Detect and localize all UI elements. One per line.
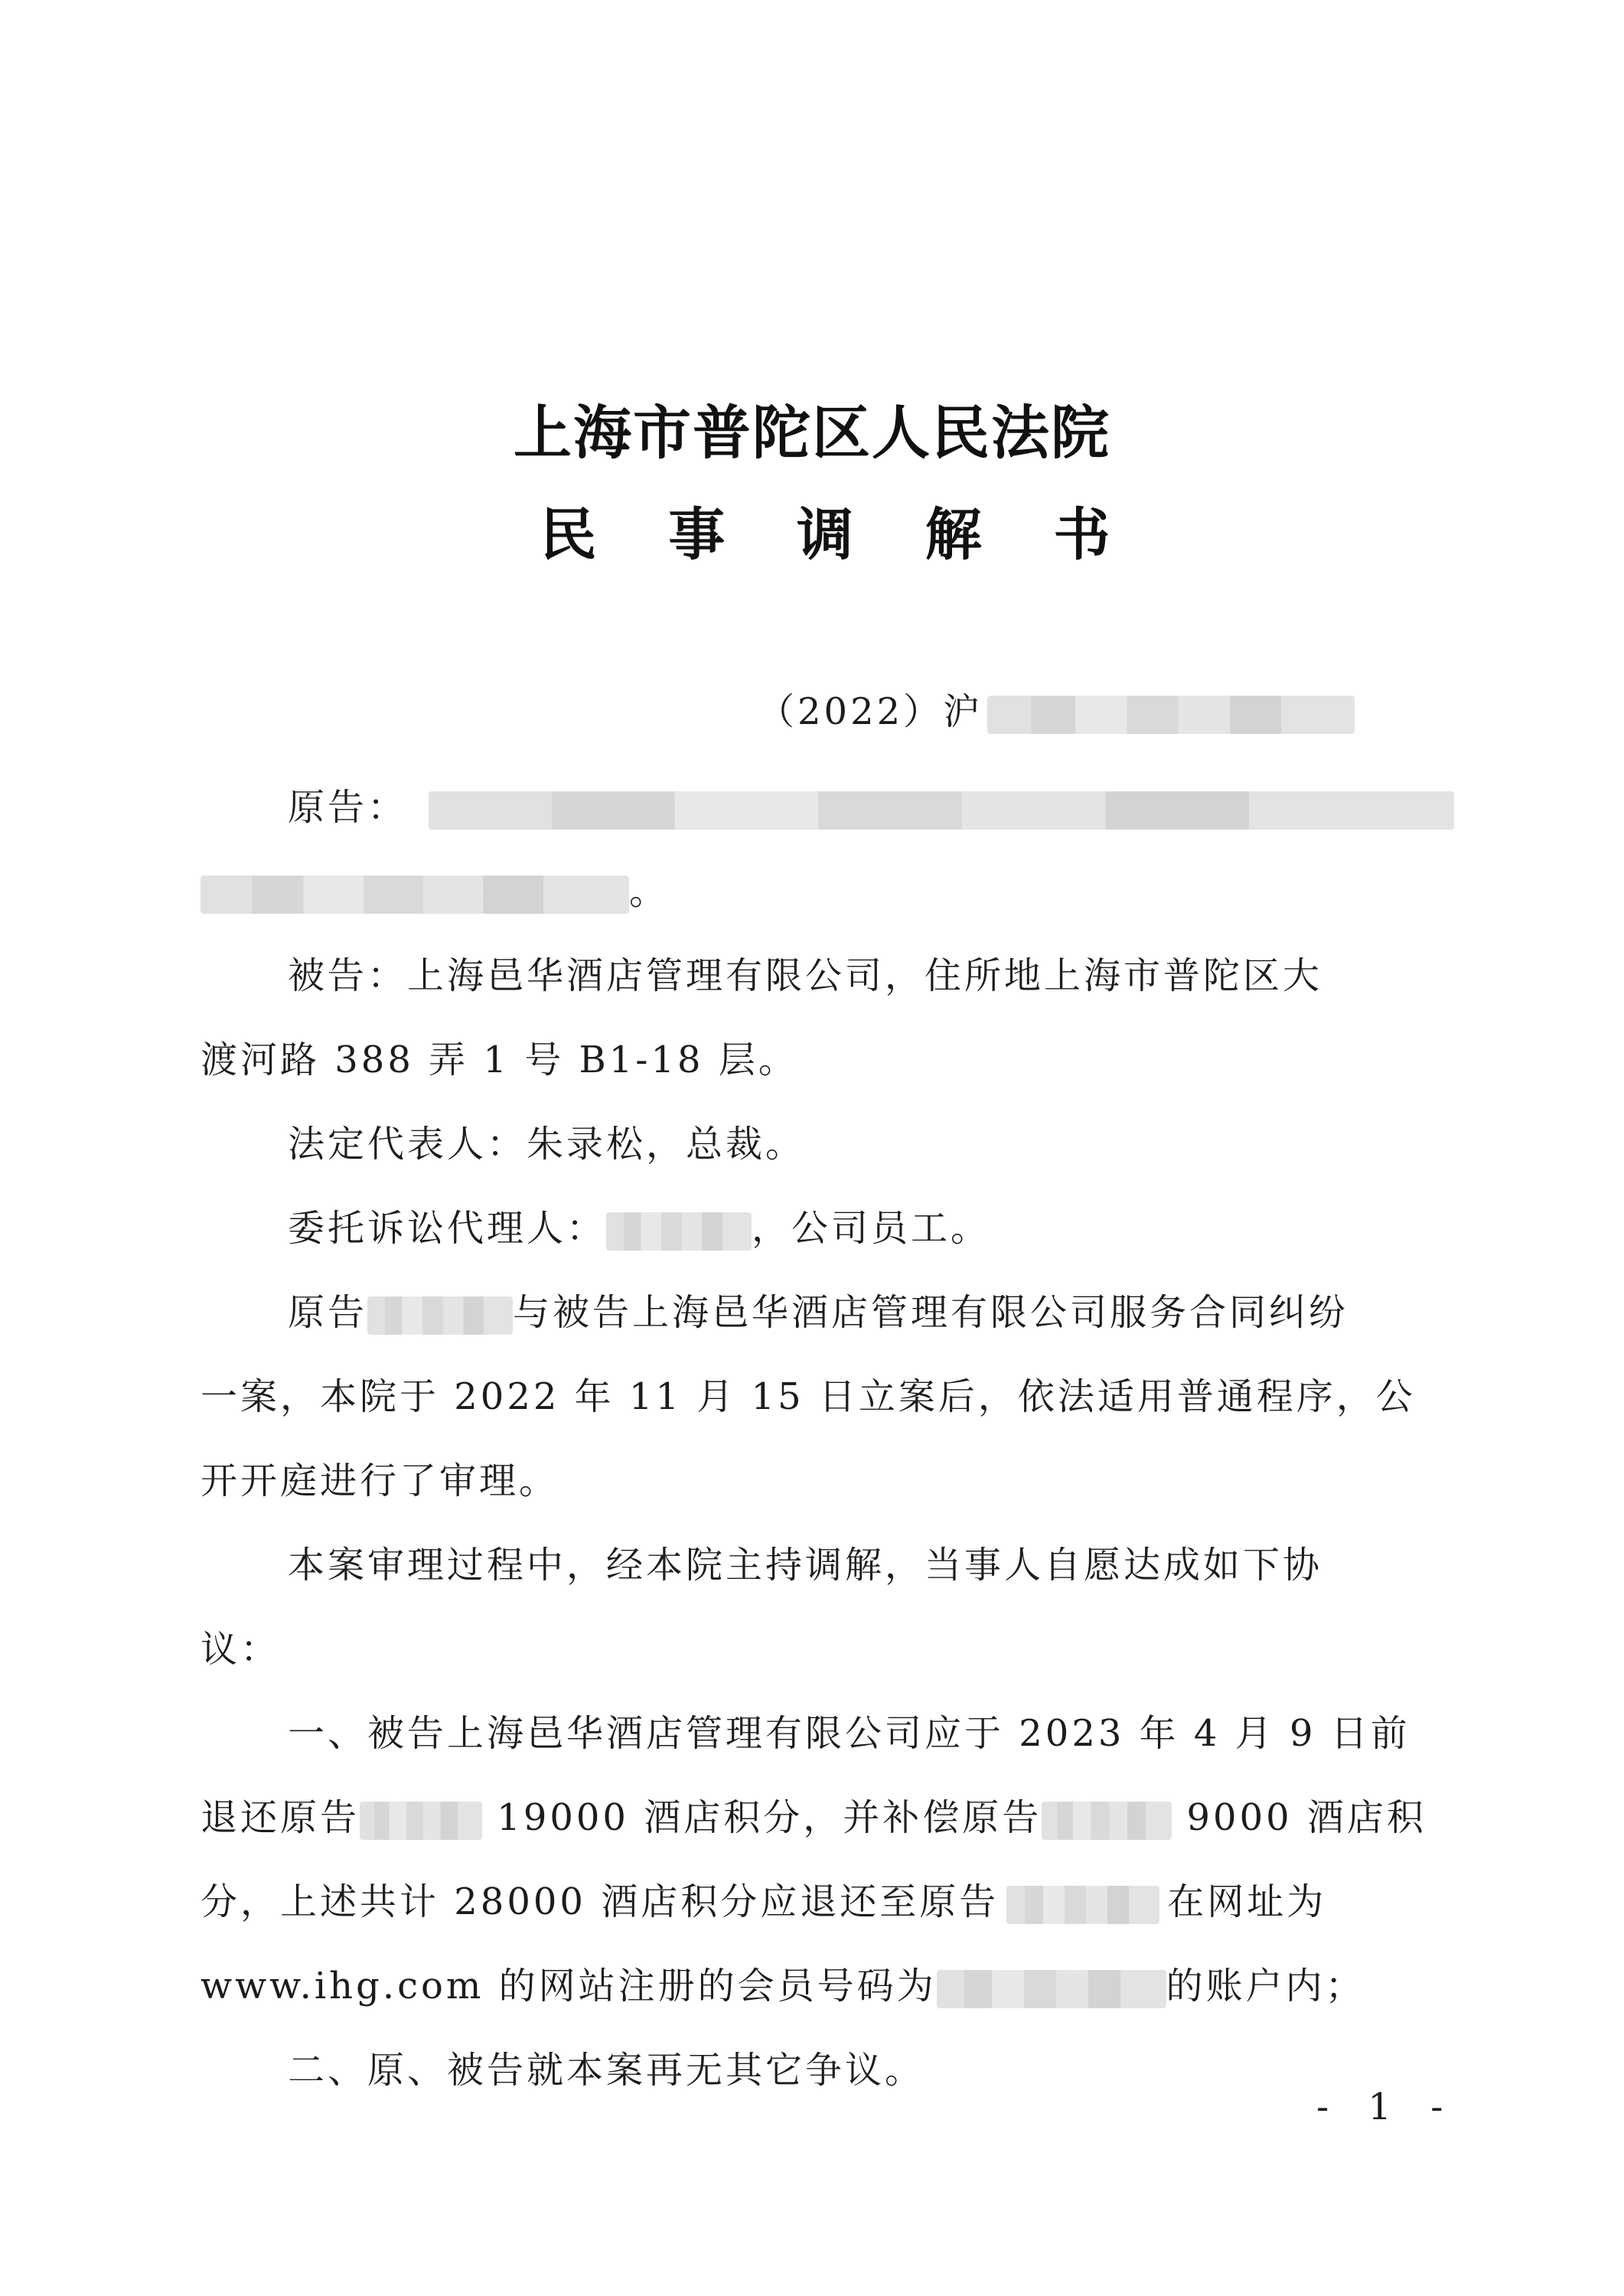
defendant-line-1: 被告：上海邑华酒店管理有限公司，住所地上海市普陀区大 — [288, 954, 1323, 997]
plaintiff-label: 原告： — [288, 786, 408, 829]
item-1-line-4 — [201, 1963, 1365, 2009]
item1-line4-b: 的账户内； — [1166, 1965, 1365, 2007]
paragraph-1-line-2: 一案，本院于 2022 年 11 月 15 日立案后，依法适用普通程序，公 — [201, 1375, 1416, 1418]
item1-line2-b: 19000 酒店积分，并补偿原告 — [482, 1796, 1042, 1839]
item-1-line-1: 一、被告上海邑华酒店管理有限公司应于 2023 年 4 月 9 日前 — [288, 1712, 1410, 1755]
court-name: 上海市普陀区人民法院 — [514, 399, 1110, 467]
item-1-line-3 — [201, 1879, 1326, 1925]
legal-representative: 法定代表人：朱录松，总裁。 — [288, 1123, 806, 1166]
paragraph-2-line-1: 本案审理过程中，经本院主持调解，当事人自愿达成如下协 — [288, 1544, 1323, 1587]
agent-line — [288, 1205, 990, 1251]
p1-rest: 与被告上海邑华酒店管理有限公司服务合同纠纷 — [513, 1291, 1349, 1334]
redacted-plaintiff-name-3 — [1042, 1802, 1172, 1840]
item-1-line-2 — [201, 1795, 1427, 1841]
redacted-member-number — [937, 1970, 1166, 2008]
paragraph-1-line-3: 开开庭进行了审理。 — [201, 1459, 559, 1502]
redacted-case-number — [987, 696, 1355, 734]
page-number: - 1 - — [1316, 2086, 1457, 2128]
redacted-agent-name — [606, 1212, 752, 1251]
plaintiff-line-2 — [201, 869, 669, 915]
agent-label: 委托诉讼代理人： — [288, 1207, 607, 1250]
paragraph-2-line-2: 议： — [201, 1628, 281, 1671]
redacted-plaintiff-info — [429, 791, 1454, 830]
case-number-prefix: （2022）沪 — [758, 690, 983, 733]
plaintiff-line — [288, 784, 1454, 830]
p1-start: 原告 — [288, 1291, 368, 1334]
document-type: 民 事 调 解 书 — [540, 502, 1136, 568]
agent-suffix: ，公司员工。 — [752, 1207, 991, 1250]
item1-line4-a: www.ihg.com 的网站注册的会员号码为 — [201, 1965, 937, 2007]
paragraph-1-line-1 — [288, 1290, 1348, 1336]
plaintiff-end: 。 — [629, 870, 670, 913]
case-number — [758, 689, 1355, 735]
item1-line3-a: 分，上述共计 28000 酒店积分应退还至原告 — [201, 1880, 1000, 1923]
redacted-plaintiff-name-2 — [360, 1802, 482, 1840]
item-2: 二、原、被告就本案再无其它争议。 — [288, 2049, 925, 2092]
defendant-line-2: 渡河路 388 弄 1 号 B1-18 层。 — [201, 1039, 798, 1081]
redacted-plaintiff-name — [367, 1296, 513, 1335]
item1-line3-b: 在网址为 — [1167, 1880, 1327, 1923]
item1-line2-a: 退还原告 — [201, 1796, 360, 1839]
item1-line2-c: 9000 酒店积 — [1172, 1796, 1427, 1839]
redacted-plaintiff-address — [201, 876, 629, 914]
redacted-plaintiff-name-4 — [1006, 1886, 1159, 1924]
